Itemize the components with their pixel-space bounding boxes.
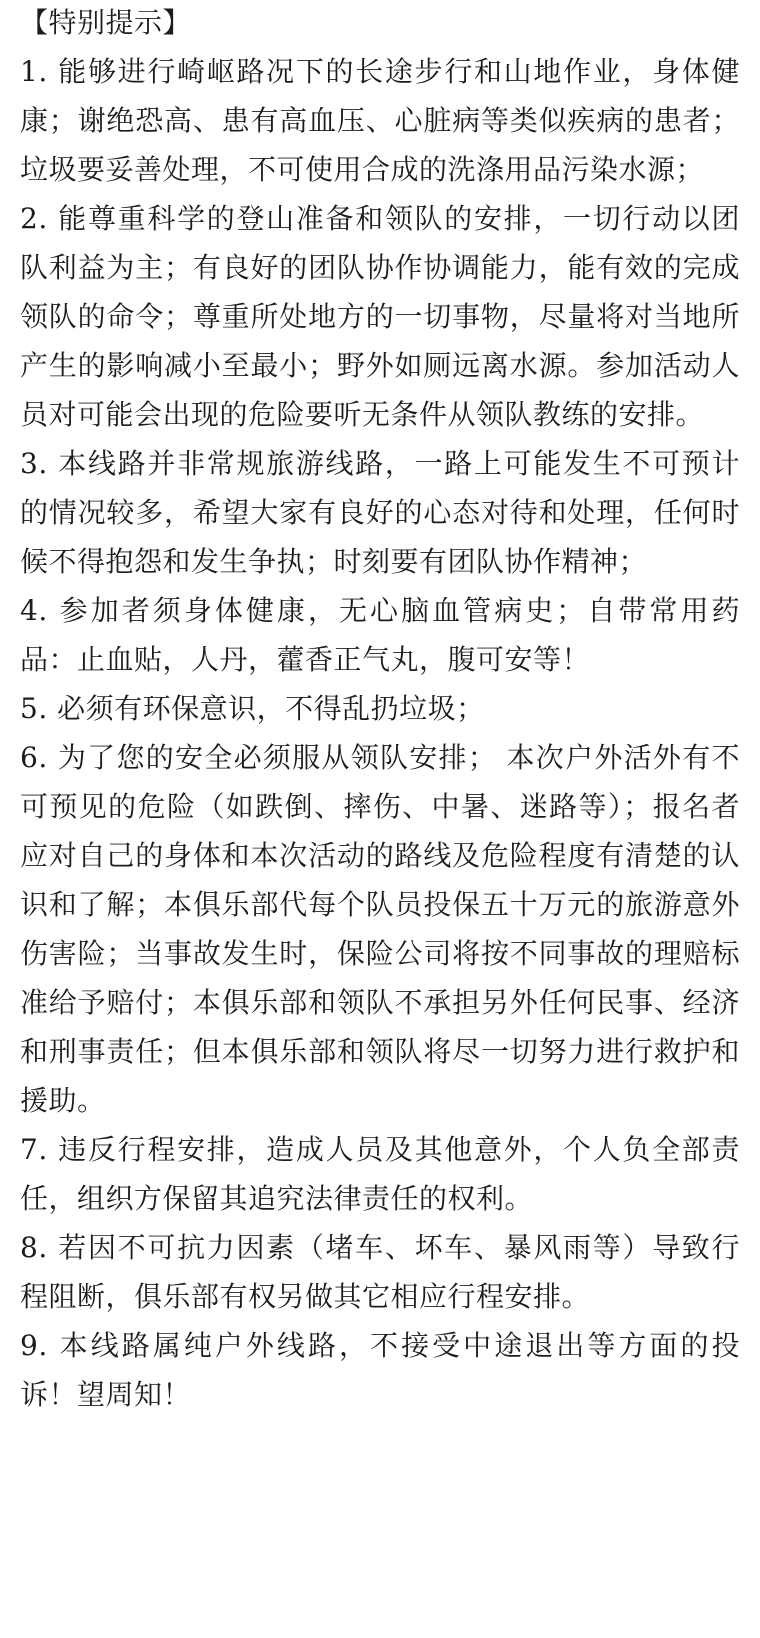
notice-item-7: 7. 违反行程安排，造成人员及其他意外，个人负全部责任，组织方保留其追究法律责任的权利。	[20, 1133, 740, 1215]
notice-item-1: 1. 能够进行崎岖路况下的长途步行和山地作业，身体健康；谢绝恐高、患有高血压、心脏病等类似疾病的患者；垃圾要妥善处理，不可使用合成的洗涤用品污染水源；	[20, 55, 740, 186]
notice-title: 【特别提示】	[20, 6, 192, 39]
notice-item-6: 6. 为了您的安全必须服从领队安排； 本次户外活外有不可预见的危险（如跌倒、摔伤、中暑、迷路等）；报名者应对自己的身体和本次活动的路线及危险程度有清楚的认识和了解；本俱乐部代每个队员投保五十万元的旅游意外伤害险；当事故发生时，保险公司将按不同事故的理赔标准给予赔付；本俱乐部和领队不承担另外任何民事、经济和刑事责任；但本俱乐部和领队将尽一切努力进行救护和援助。	[20, 741, 740, 1117]
notice-item-8: 8. 若因不可抗力因素（堵车、坏车、暴风雨等）导致行程阻断，俱乐部有权另做其它相应行程安排。	[20, 1231, 740, 1313]
notice-item-9: 9. 本线路属纯户外线路，不接受中途退出等方面的投诉！望周知！	[20, 1329, 740, 1411]
notice-item-2: 2. 能尊重科学的登山准备和领队的安排，一切行动以团队利益为主；有良好的团队协作协调能力，能有效的完成领队的命令；尊重所处地方的一切事物，尽量将对当地所产生的影响减小至最小；野外如厕远离水源。参加活动人员对可能会出现的危险要听无条件从领队教练的安排。	[20, 202, 740, 431]
notice-item-4: 4. 参加者须身体健康，无心脑血管病史；自带常用药品：止血贴，人丹，藿香正气丸，腹可安等！	[20, 594, 740, 676]
notice-item-3: 3. 本线路并非常规旅游线路，一路上可能发生不可预计的情况较多，希望大家有良好的心态对待和处理，任何时候不得抱怨和发生争执；时刻要有团队协作精神；	[20, 447, 740, 578]
notice-item-5: 5. 必须有环保意识，不得乱扔垃圾；	[20, 692, 485, 725]
